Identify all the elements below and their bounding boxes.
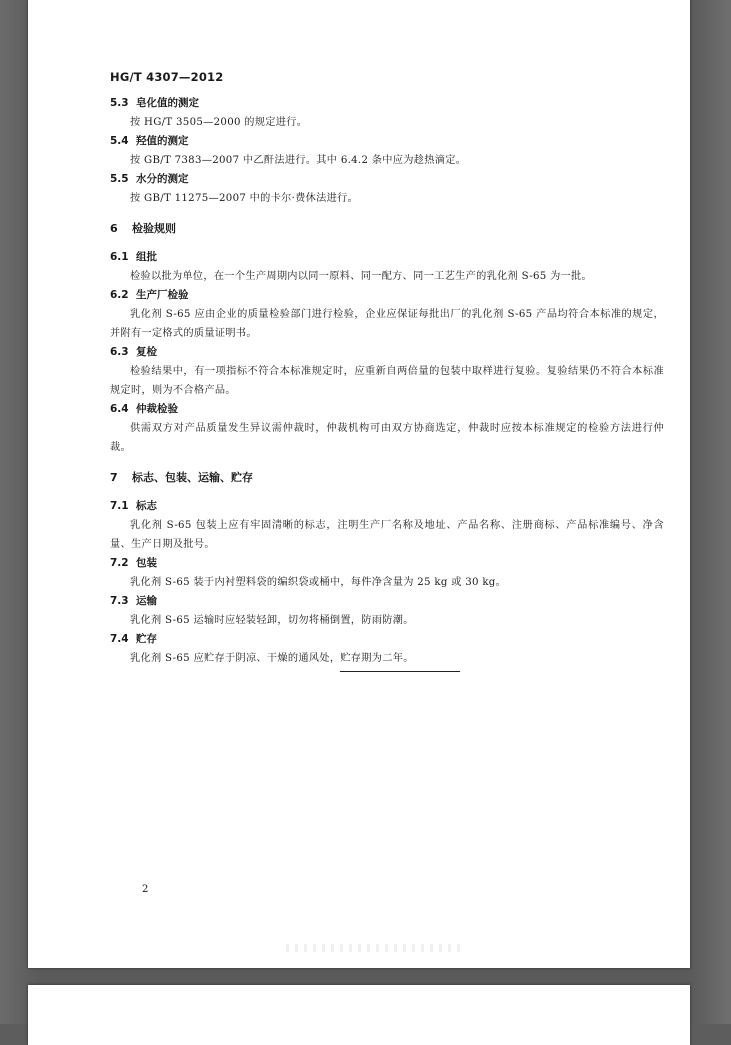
paragraph: 按 GB/T 7383—2007 中乙酐法进行。其中 6.4.2 条中应为趁热滴定。 (130, 155, 467, 166)
section-number: 7.3 (110, 595, 129, 607)
section-number: 7.4 (110, 633, 129, 645)
paragraph: 乳化剂 S-65 应贮存于阴凉、干燥的通风处，贮存期为二年。 (130, 653, 414, 664)
section-title: 仲裁检验 (136, 403, 178, 415)
section-heading (110, 592, 664, 611)
next-page-edge (28, 985, 690, 1045)
paragraph: 按 HG/T 3505—2000 的规定进行。 (130, 117, 308, 128)
section-title: 皂化值的测定 (136, 97, 199, 109)
section-title: 羟值的测定 (136, 135, 189, 147)
scan-artifact (286, 944, 466, 952)
section-number: 5.4 (110, 135, 129, 147)
paragraph: 检验以批为单位，在一个生产周期内以同一原料、同一配方、同一工艺生产的乳化剂 S-65 为一批。 (130, 271, 593, 282)
paragraph: 供需双方对产品质量发生异议需仲裁时，仲裁机构可由双方协商选定，仲裁时应按本标准规定的检验方法进行仲裁。 (110, 423, 664, 453)
section-number: 7.2 (110, 557, 129, 569)
section-title: 生产厂检验 (136, 289, 189, 301)
section-heading (110, 343, 664, 362)
section-title: 标志 (136, 500, 157, 512)
section-heading (110, 132, 664, 151)
paragraph: 按 GB/T 11275—2007 中的卡尔·费休法进行。 (130, 193, 359, 204)
section-heading (110, 630, 664, 649)
section-title: 水分的测定 (136, 173, 189, 185)
section-number: 7.1 (110, 500, 129, 512)
section-number: 6.2 (110, 289, 129, 301)
chapter-number: 7 (110, 471, 118, 484)
section-heading (110, 400, 664, 419)
chapter-number: 6 (110, 222, 118, 235)
section-title: 运输 (136, 595, 157, 607)
paragraph: 乳化剂 S-65 应由企业的质量检验部门进行检验，企业应保证每批出厂的乳化剂 S-65 产品均符合本标准的规定，并附有一定格式的质量证明书。 (110, 309, 664, 339)
page-number: 2 (142, 884, 149, 895)
section-heading (110, 554, 664, 573)
standard-number-header: HG/T 4307—2012 (110, 70, 224, 84)
section-number: 6.1 (110, 251, 129, 263)
section-title: 复检 (136, 346, 157, 358)
paragraph: 乳化剂 S-65 装于内衬塑料袋的编织袋或桶中，每件净含量为 25 kg 或 30 kg。 (130, 577, 507, 588)
chapter-heading (110, 218, 664, 240)
section-heading (110, 94, 664, 113)
section-number: 6.3 (110, 346, 129, 358)
section-number: 5.5 (110, 173, 129, 185)
section-heading (110, 286, 664, 305)
chapter-title: 标志、包装、运输、贮存 (132, 471, 253, 484)
paragraph: 检验结果中，有一项指标不符合本标准规定时，应重新自两倍量的包装中取样进行复验。复验结果仍不符合本标准规定时，则为不合格产品。 (110, 366, 664, 396)
paragraph: 乳化剂 S-65 运输时应轻装轻卸，切勿将桶倒置，防雨防潮。 (130, 615, 414, 626)
chapter-title: 检验规则 (132, 222, 176, 235)
section-title: 包装 (136, 557, 157, 569)
paragraph: 乳化剂 S-65 包装上应有牢固清晰的标志，注明生产厂名称及地址、产品名称、注册商标、产品标准编号、净含量、生产日期及批号。 (110, 520, 664, 550)
chapter-heading (110, 467, 664, 489)
section-title: 贮存 (136, 633, 157, 645)
page-content (110, 94, 664, 668)
section-number: 6.4 (110, 403, 129, 415)
section-heading (110, 248, 664, 267)
end-of-text-rule (340, 671, 460, 672)
section-title: 组批 (136, 251, 157, 263)
document-page (28, 0, 690, 968)
section-heading (110, 170, 664, 189)
section-number: 5.3 (110, 97, 129, 109)
section-heading (110, 497, 664, 516)
